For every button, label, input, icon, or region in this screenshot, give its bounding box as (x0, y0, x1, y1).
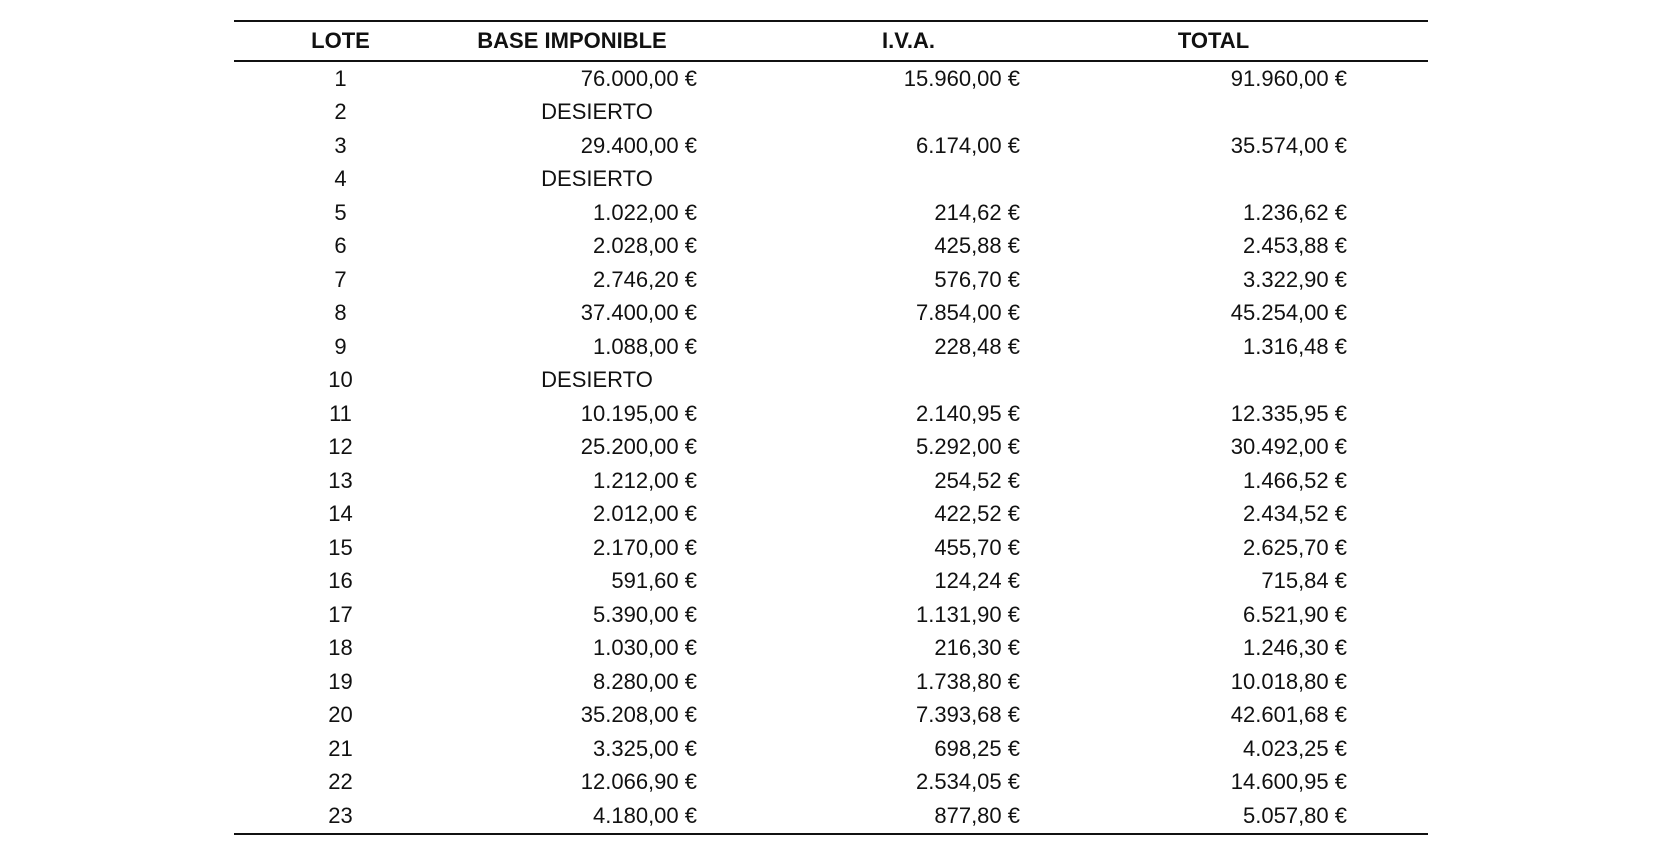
header-iva: I.V.A. (882, 28, 935, 53)
lots-table (234, 20, 1428, 835)
cell-lote: 21 (328, 735, 353, 761)
header-base-imponible: BASE IMPONIBLE (477, 28, 667, 53)
table-row (234, 263, 1428, 297)
cell-total: 2.625,70 € (1243, 534, 1347, 560)
cell-lote: 11 (329, 400, 352, 426)
cell-total: 91.960,00 € (1230, 65, 1347, 91)
table-row (234, 297, 1428, 331)
cell-iva: 422,52 € (934, 501, 1020, 527)
cell-base-imponible: 25.200,00 € (580, 434, 697, 460)
cell-iva: 2.140,95 € (916, 400, 1020, 426)
table-row (234, 96, 1428, 130)
cell-total: 12.335,95 € (1230, 400, 1347, 426)
cell-lote: 18 (328, 635, 353, 661)
cell-lote: 19 (328, 668, 353, 694)
cell-iva: 124,24 € (934, 568, 1020, 594)
cell-lote: 5 (334, 199, 347, 225)
cell-lote: 8 (334, 300, 347, 326)
cell-total: 14.600,95 € (1230, 769, 1347, 795)
cell-base-imponible: 1.022,00 € (593, 199, 697, 225)
cell-base-imponible: 3.325,00 € (593, 735, 697, 761)
cell-lote: 1 (334, 65, 347, 91)
cell-total: 1.236,62 € (1243, 199, 1347, 225)
cell-base-imponible: 1.088,00 € (593, 333, 697, 359)
cell-iva: 6.174,00 € (916, 132, 1020, 158)
table-row (234, 364, 1428, 398)
cell-iva: 254,52 € (934, 467, 1020, 493)
cell-iva: 455,70 € (934, 534, 1020, 560)
table-row (234, 732, 1428, 766)
cell-base-imponible: 76.000,00 € (580, 65, 697, 91)
table-row (234, 196, 1428, 230)
cell-base-imponible: 1.212,00 € (593, 467, 697, 493)
table-header (234, 22, 1428, 62)
table-row (234, 129, 1428, 163)
cell-iva: 1.738,80 € (916, 668, 1020, 694)
table-row (234, 565, 1428, 599)
cell-iva: 1.131,90 € (916, 601, 1020, 627)
table-row (234, 464, 1428, 498)
cell-iva: 2.534,05 € (916, 769, 1020, 795)
cell-lote: 22 (328, 769, 353, 795)
table-row (234, 632, 1428, 666)
cell-base-imponible: 2.012,00 € (593, 501, 697, 527)
cell-total: 45.254,00 € (1230, 300, 1347, 326)
cell-iva: 7.393,68 € (916, 702, 1020, 728)
cell-iva: 7.854,00 € (916, 300, 1020, 326)
cell-lote: 14 (328, 501, 353, 527)
table-row (234, 431, 1428, 465)
cell-total: 42.601,68 € (1230, 702, 1347, 728)
cell-iva: 228,48 € (934, 333, 1020, 359)
cell-lote: 23 (328, 802, 353, 828)
cell-lote: 13 (328, 467, 353, 493)
cell-total: 715,84 € (1261, 568, 1347, 594)
cell-iva: 877,80 € (934, 802, 1020, 828)
table-row (234, 531, 1428, 565)
cell-total: 2.434,52 € (1243, 501, 1347, 527)
header-lote: LOTE (311, 28, 370, 53)
cell-total: 6.521,90 € (1243, 601, 1347, 627)
cell-lote: 2 (334, 99, 347, 125)
cell-total: 5.057,80 € (1243, 802, 1347, 828)
table-row (234, 699, 1428, 733)
cell-base-imponible: 2.746,20 € (593, 266, 697, 292)
cell-base-imponible: 591,60 € (611, 568, 697, 594)
table-row (234, 62, 1428, 96)
cell-base-imponible: 10.195,00 € (580, 400, 697, 426)
cell-base-imponible: 8.280,00 € (593, 668, 697, 694)
cell-lote: 7 (334, 266, 347, 292)
cell-total: 35.574,00 € (1230, 132, 1347, 158)
cell-base-imponible: 2.170,00 € (593, 534, 697, 560)
cell-iva: 5.292,00 € (916, 434, 1020, 460)
table-row (234, 799, 1428, 833)
cell-base-imponible: 12.066,90 € (580, 769, 697, 795)
table-row (234, 163, 1428, 197)
table-body (234, 62, 1428, 833)
cell-iva: 15.960,00 € (903, 65, 1020, 91)
cell-base-imponible: DESIERTO (541, 99, 653, 125)
cell-total: 4.023,25 € (1243, 735, 1347, 761)
cell-iva: 698,25 € (934, 735, 1020, 761)
cell-iva: 576,70 € (934, 266, 1020, 292)
cell-lote: 4 (334, 166, 347, 192)
cell-base-imponible: 2.028,00 € (593, 233, 697, 259)
cell-base-imponible: DESIERTO (541, 367, 653, 393)
cell-iva: 216,30 € (934, 635, 1020, 661)
cell-lote: 9 (334, 333, 347, 359)
table-row (234, 230, 1428, 264)
cell-total: 3.322,90 € (1243, 266, 1347, 292)
cell-total: 1.466,52 € (1243, 467, 1347, 493)
cell-base-imponible: 5.390,00 € (593, 601, 697, 627)
cell-iva: 425,88 € (934, 233, 1020, 259)
cell-lote: 15 (328, 534, 353, 560)
cell-total: 1.246,30 € (1243, 635, 1347, 661)
cell-lote: 12 (328, 434, 353, 460)
table-row (234, 598, 1428, 632)
cell-lote: 16 (328, 568, 353, 594)
header-total: TOTAL (1177, 28, 1250, 53)
cell-base-imponible: 1.030,00 € (593, 635, 697, 661)
table-row (234, 766, 1428, 800)
cell-total: 30.492,00 € (1230, 434, 1347, 460)
cell-total: 2.453,88 € (1243, 233, 1347, 259)
cell-base-imponible: DESIERTO (541, 166, 653, 192)
table-row (234, 498, 1428, 532)
cell-base-imponible: 37.400,00 € (580, 300, 697, 326)
cell-lote: 10 (328, 367, 353, 393)
cell-base-imponible: 35.208,00 € (580, 702, 697, 728)
table-row (234, 665, 1428, 699)
cell-base-imponible: 29.400,00 € (580, 132, 697, 158)
cell-iva: 214,62 € (934, 199, 1020, 225)
cell-base-imponible: 4.180,00 € (593, 802, 697, 828)
cell-total: 1.316,48 € (1243, 333, 1347, 359)
table-row (234, 330, 1428, 364)
table-row (234, 397, 1428, 431)
cell-lote: 17 (328, 601, 353, 627)
cell-lote: 3 (334, 132, 347, 158)
cell-total: 10.018,80 € (1230, 668, 1347, 694)
cell-lote: 20 (328, 702, 353, 728)
cell-lote: 6 (334, 233, 347, 259)
